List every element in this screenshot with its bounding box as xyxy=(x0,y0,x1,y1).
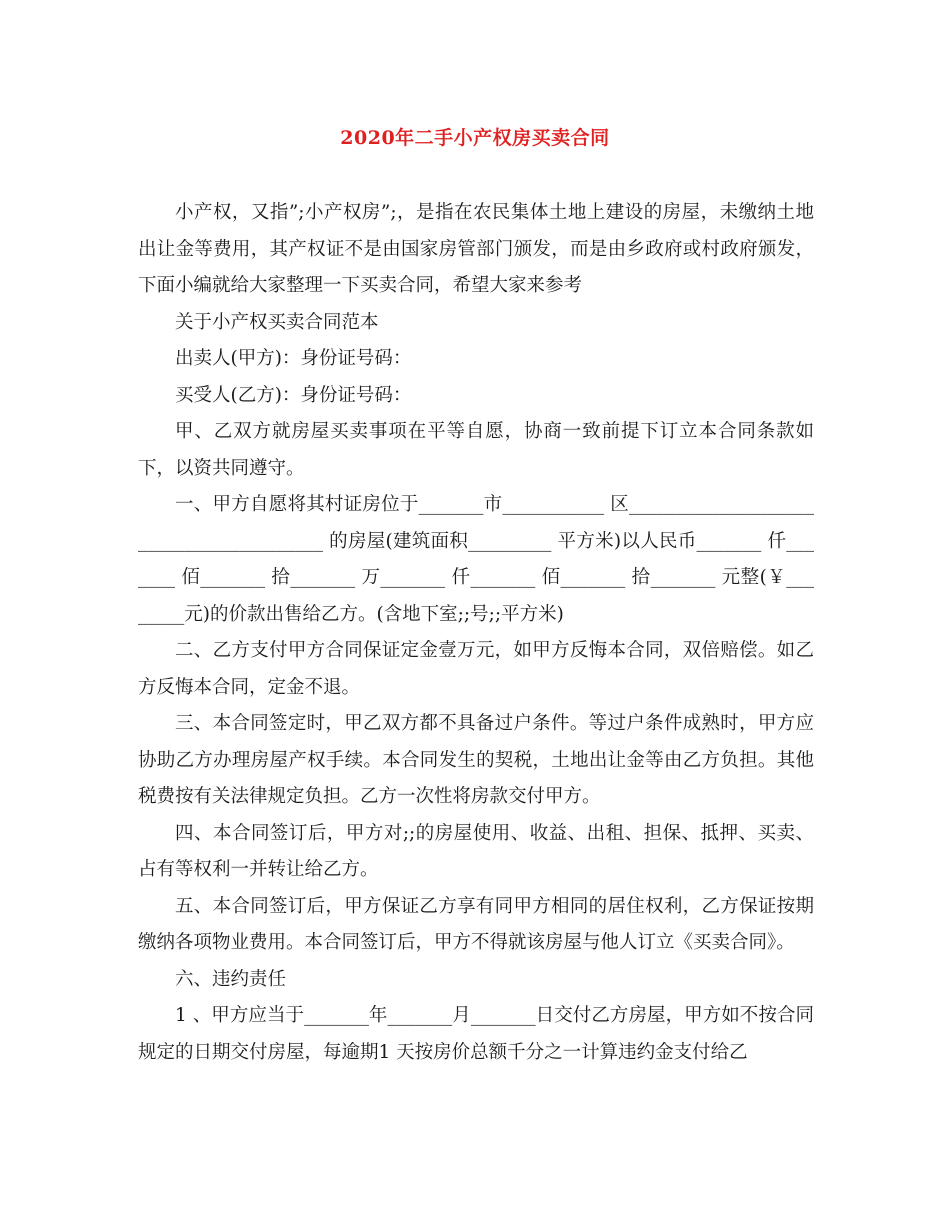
seller-line: 出卖人(甲方)：身份证号码： xyxy=(175,348,412,369)
clause-4: 四、本合同签订后，甲方对;;的房屋使用、收益、出租、担保、抵押、买卖、占有等权利一并转让给乙方。 xyxy=(138,822,814,880)
document-body xyxy=(138,195,814,1071)
buyer-line: 买受人(乙方)：身份证号码： xyxy=(175,384,412,406)
clause-2: 二、乙方支付甲方合同保证定金壹万元，如甲方反悔本合同，双倍赔偿。如乙方反悔本合同，定金不退。 xyxy=(138,640,814,698)
clause-3: 三、本合同签定时，甲乙双方都不具备过户条件。等过户条件成熟时，甲方应协助乙方办理房屋产权手续。本合同发生的契税，土地出让金等由乙方负担。其他税费按有关法律规定负担。乙方一次性将房款交付甲方。 xyxy=(138,713,814,807)
clause-1: 一、甲方自愿将其村证房位于_______市___________ 区________________________________________ 的房屋(建筑面积_________ 平方米)以人民币_______ 仟_______ 佰_______ 拾_______ 万_______ 仟_______ 佰_______ 拾_______ 元整(￥________元)的价款出售给乙方。(含地下室;;号;;平方米) xyxy=(138,494,814,625)
agreement-preamble: 甲、乙双方就房屋买卖事项在平等自愿，协商一致前提下订立本合同条款如下，以资共同遵守。 xyxy=(138,421,814,479)
document-title: 2020年二手小产权房买卖合同 xyxy=(340,127,610,149)
section-heading: 关于小产权买卖合同范本 xyxy=(175,311,379,333)
clause-5: 五、本合同签订后，甲方保证乙方享有同甲方相同的居住权利，乙方保证按期缴纳各项物业费用。本合同签订后，甲方不得就该房屋与他人订立《买卖合同》。 xyxy=(138,895,814,953)
clause-6-item-1: 1 、甲方应当于_______年_______月_______日交付乙方房屋，甲方如不按合同规定的日期交付房屋，每逾期1 天按房价总额千分之一计算违约金支付给乙 xyxy=(138,1005,814,1063)
clause-6-heading: 六、违约责任 xyxy=(175,968,287,990)
intro-paragraph: 小产权，又指”;小产权房”;，是指在农民集体土地上建设的房屋，未缴纳土地出让金等费用，其产权证不是由国家房管部门颁发，而是由乡政府或村政府颁发，下面小编就给大家整理一下买卖合同，希望大家来参考 xyxy=(138,202,814,296)
